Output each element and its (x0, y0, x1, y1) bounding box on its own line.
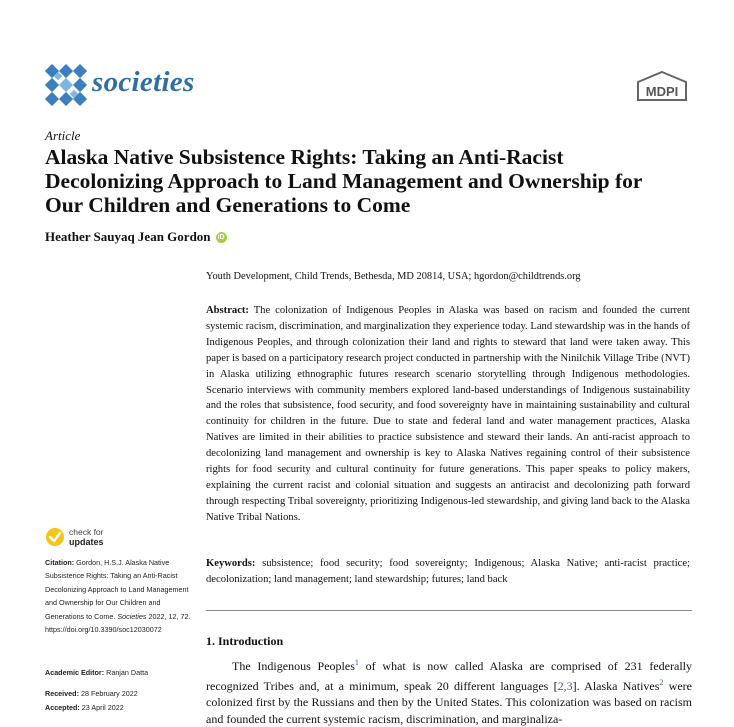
received-label: Received: (45, 689, 79, 698)
article-title: Alaska Native Subsistence Rights: Taking an Anti-Racist Decolonizing Approach to Land Management and Ownership for Our Children and Generations to Come (45, 145, 643, 217)
author-name: Heather Sauyaq Jean Gordon (45, 229, 211, 244)
reference-link[interactable]: 2,3 (557, 678, 573, 693)
citation-doi[interactable]: 2022, 12, 72. https://doi.org/10.3390/soc12030072 (45, 611, 191, 635)
footnote-2-link[interactable]: 2 (659, 677, 664, 687)
publisher-name: MDPI (645, 84, 679, 99)
intro-text-3: ]. Alaska Natives (572, 678, 660, 693)
abstract-label: Abstract: (206, 305, 249, 316)
journal-logo-icon (45, 64, 87, 106)
keywords-text: subsistence; food security; food sovereignty; Indigenous; Alaska Native; anti-racist practice; decolonization; land management; land stewardship; futures; land back (206, 558, 690, 585)
section-heading: 1. Introduction (206, 634, 284, 648)
orcid-icon[interactable]: iD (217, 233, 225, 241)
journal-name: societies (92, 66, 195, 98)
intro-text-1: The Indigenous Peoples (232, 659, 355, 673)
editor-name: Ranjan Datta (106, 668, 149, 677)
intro-text-4: were colonized first by the Russians and then by the United States. This colonization was based on racism and founded the current systemic racism, discrimination, and marginaliza- (206, 678, 692, 726)
author-row (45, 229, 227, 245)
citation-block (45, 556, 195, 636)
intro-text-2: of what is now called Alaska are comprised of 231 federally recognized Tribes and, at a minimum, speak 20 different languages [ (206, 659, 692, 693)
abstract-text: The colonization of Indigenous Peoples in Alaska was based on racism and founded the current systemic racism, discrimination, and marginalization they experience today. Land stewardship was in the hands of Indigenous Peoples, and through colonization their land and rights to steward that land were taken away. This paper is based on a participatory research project conducted in partnership with the Ninilchik Village Tribe (NVT) in Alaska utilizing ethnographic futures research scenario storytelling through Indigenous methodologies. Scenario interviews with community members explored land-based understandings of Indigenous sustainability and the roles that subsistence, food security, and food sovereignty have in maintaining sustainability and cultural continuity for children in the future. Due to state and federal land and water management practices, Alaska Natives are limited in their abilities to practice subsistence and steward their lands. An anti-racist approach to decolonizing land management and ownership is key to Alaska Natives regaining control of their subsistence rights for food security and cultural continuity for future generations. This paper speaks to policy makers, explaining the current racist and colonial situation and suggests an antiracist and decolonizing path forward through respecting Tribal sovereignty, prioritizing Indigenous-led stewardship, and giving land back to the Alaska Native Tribal Nations. (206, 305, 690, 523)
citation-journal: Societies (117, 611, 147, 621)
mdpi-logo-icon (636, 70, 688, 102)
received-date: 28 February 2022 (80, 689, 138, 698)
accepted-label: Accepted: (45, 703, 80, 712)
affiliation: Youth Development, Child Trends, Bethesda, MD 20814, USA; hgordon@childtrends.org (206, 271, 581, 282)
received-date-row (45, 689, 138, 698)
citation-text: Gordon, H.S.J. Alaska Native Subsistence Rights: Taking an Anti-Racist Decolonizing Approach to Land Management and Ownership for Our Children and Generations to Come. (45, 558, 189, 621)
check-for-updates-button[interactable] (45, 527, 104, 547)
accepted-date-row (45, 703, 124, 712)
check-updates-line1: check for (69, 527, 104, 537)
editor-label: Academic Editor: (45, 668, 105, 677)
intro-paragraph (206, 655, 692, 727)
article-type: Article (45, 128, 81, 143)
check-updates-line2: updates (69, 537, 104, 547)
footnote-1-link[interactable]: 1 (354, 658, 359, 667)
keywords-label: Keywords: (206, 558, 256, 569)
abstract (206, 303, 690, 526)
check-updates-icon (45, 527, 65, 547)
keywords (206, 556, 690, 588)
academic-editor (45, 668, 148, 677)
citation-label: Citation: (45, 558, 75, 567)
accepted-date: 23 April 2022 (81, 703, 124, 712)
section-divider (206, 610, 692, 611)
